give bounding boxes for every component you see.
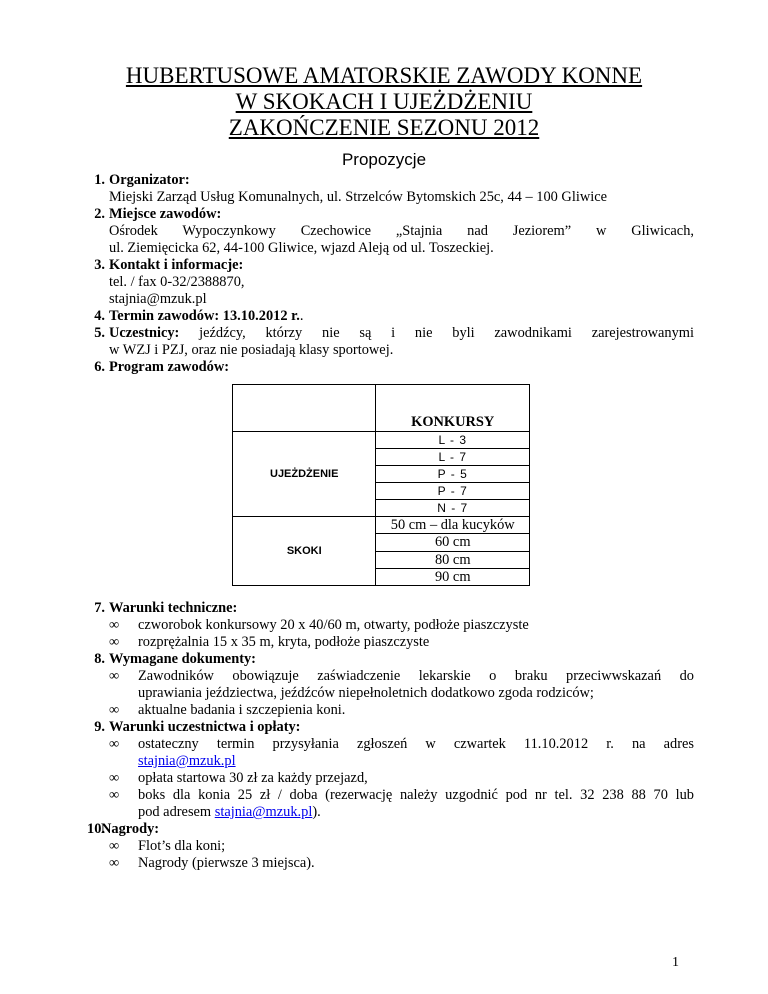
list-item: ∞ opłata startowa 30 zł za każdy przejazd, — [109, 770, 368, 786]
section-technical: 7. Warunki techniczne: ∞ czworobok konkursowy 20 x 40/60 m, otwarty, podłoże piaszczyste ∞ rozprężalnia 15 x 35 m, kryta, podłoże piaszczyste — [109, 600, 694, 651]
dressage-label: UJEŻDŻENIE — [233, 432, 376, 517]
list-item: ∞ boks dla konia 25 zł / doba (rezerwację należy uzgodnić pod nr tel. 32 238 88 70 lub pod adresem stajnia@mzuk.pl). — [109, 787, 694, 820]
section-prizes: 10. Nagrody: ∞ Flot’s dla koni; ∞ Nagrody (pierwsze 3 miejsca). — [109, 821, 694, 872]
bullet-icon: ∞ — [109, 787, 120, 803]
list-item: ∞ Flot’s dla koni; — [109, 838, 226, 854]
list-item: ∞ czworobok konkursowy 20 x 40/60 m, otwarty, podłoże piaszczyste — [109, 617, 529, 633]
jumping-height: 80 cm — [376, 551, 530, 568]
bullet-icon: ∞ — [109, 634, 120, 650]
list-item: ∞ ostateczny termin przysyłania zgłoszeń w czwartek 11.10.2012 r. na adres stajnia@mzuk.pl — [109, 736, 694, 769]
section-heading: Miejsce zawodów: — [109, 206, 222, 222]
bullet-icon: ∞ — [109, 617, 120, 633]
section-participation: 9. Warunki uczestnictwa i opłaty: ∞ ostateczny termin przysyłania zgłoszeń w czwartek 11.10.2012 r. na adres stajnia@mzuk.pl ∞ opłata startowa 30 zł za każdy przejazd, ∞ boks dla konia 25 zł / doba (rezerwację należy uzgodnić pod nr tel. 32 238 88 70 lub pod adresem stajnia@mzuk.pl). — [94, 719, 694, 820]
program-table — [232, 384, 530, 586]
section-text: Miejski Zarząd Usług Komunalnych, ul. Strzelców Bytomskich 25c, 44 – 100 Gliwice — [109, 189, 607, 205]
dressage-class: L - 3 — [376, 432, 530, 449]
section-program: 6. Program zawodów: — [109, 359, 694, 376]
section-heading: Wymagane dokumenty: — [109, 651, 256, 667]
list-item: ∞ aktualne badania i szczepienia koni. — [109, 702, 346, 718]
section-contact: 3. Kontakt i informacje: tel. / fax 0-32/2388870, stajnia@mzuk.pl — [109, 257, 694, 308]
bullet-icon: ∞ — [109, 736, 120, 752]
section-heading: Warunki techniczne: — [109, 600, 238, 616]
contact-phone: tel. / fax 0-32/2388870, — [109, 274, 245, 290]
section-heading: Termin zawodów: 13.10.2012 r. — [109, 308, 300, 324]
list-item: ∞ rozprężalnia 15 x 35 m, kryta, podłoże piaszczyste — [109, 634, 430, 650]
section-heading: Nagrody: — [101, 821, 160, 837]
section-venue: 2. Miejsce zawodów: Ośrodek Wypoczynkowy Czechowice „Stajnia nad Jeziorem” w Gliwicach, ul. Ziemięcicka 62, 44-100 Gliwice, wjazd Aleją od ul. Toszeckiej. — [94, 206, 694, 256]
email-link[interactable]: stajnia@mzuk.pl — [138, 753, 236, 769]
bullet-icon: ∞ — [109, 770, 120, 786]
section-text: Ośrodek Wypoczynkowy Czechowice „Stajnia nad Jeziorem” w Gliwicach, — [109, 223, 694, 239]
title-line-3: ZAKOŃCZENIE SEZONU 2012 — [228, 115, 540, 140]
section-participants: 5. Uczestnicy: jeźdźcy, którzy nie są i nie byli zawodnikami zarejestrowanymi w WZJ i PZJ, oraz nie posiadają klasy sportowej. — [94, 325, 694, 358]
jumping-height: 90 cm — [376, 568, 530, 585]
list-item: ∞ Zawodników obowiązuje zaświadczenie lekarskie o braku przeciwwskazań do uprawiania jeździectwa, jeźdźców niepełnoletnich dodatkowo zgoda rodziców; — [109, 668, 694, 701]
bullet-icon: ∞ — [109, 668, 120, 684]
contact-email: stajnia@mzuk.pl — [109, 291, 207, 307]
section-heading: Warunki uczestnictwa i opłaty: — [109, 719, 301, 735]
page-number: 1 — [672, 955, 679, 970]
jumping-height: 60 cm — [376, 534, 530, 551]
subtitle: Propozycje — [341, 150, 427, 169]
dressage-class: P - 7 — [376, 483, 530, 500]
section-organizer: 1. Organizator: Miejski Zarząd Usług Komunalnych, ul. Strzelców Bytomskich 25c, 44 – 100 Gliwice — [109, 172, 694, 206]
email-link[interactable]: stajnia@mzuk.pl — [214, 804, 313, 820]
section-heading: Organizator: — [109, 172, 190, 188]
dressage-class: L - 7 — [376, 449, 530, 466]
bullet-icon: ∞ — [109, 855, 120, 871]
list-item: ∞ Nagrody (pierwsze 3 miejsca). — [109, 855, 315, 871]
bullet-icon: ∞ — [109, 838, 120, 854]
section-date: 4. Termin zawodów: 13.10.2012 r.. — [94, 308, 304, 324]
section-heading: Program zawodów: — [109, 359, 230, 375]
jumping-height: 50 cm – dla kucyków — [376, 517, 530, 534]
title-line-1: HUBERTUSOWE AMATORSKIE ZAWODY KONNE — [125, 63, 643, 88]
section-text: ul. Ziemięcicka 62, 44-100 Gliwice, wjazd Aleją od ul. Toszeckiej. — [109, 240, 494, 256]
bullet-icon: ∞ — [109, 702, 120, 718]
title-line-2: W SKOKACH I UJEŻDŻENIU — [235, 89, 533, 114]
dressage-class: P - 5 — [376, 466, 530, 483]
section-heading: Kontakt i informacje: — [109, 257, 244, 273]
section-heading: Uczestnicy: — [109, 325, 180, 341]
table-header: KONKURSY — [376, 385, 530, 432]
jumping-label: SKOKI — [233, 517, 376, 586]
section-text: w WZJ i PZJ, oraz nie posiadają klasy sportowej. — [109, 342, 394, 358]
table-corner-cell — [233, 385, 376, 432]
dressage-class: N - 7 — [376, 500, 530, 517]
section-documents: 8. Wymagane dokumenty: ∞ Zawodników obowiązuje zaświadczenie lekarskie o braku przeciwwskazań do uprawiania jeździectwa, jeźdźców niepełnoletnich dodatkowo zgoda rodziców; ∞ aktualne badania i szczepienia koni. — [94, 651, 694, 718]
